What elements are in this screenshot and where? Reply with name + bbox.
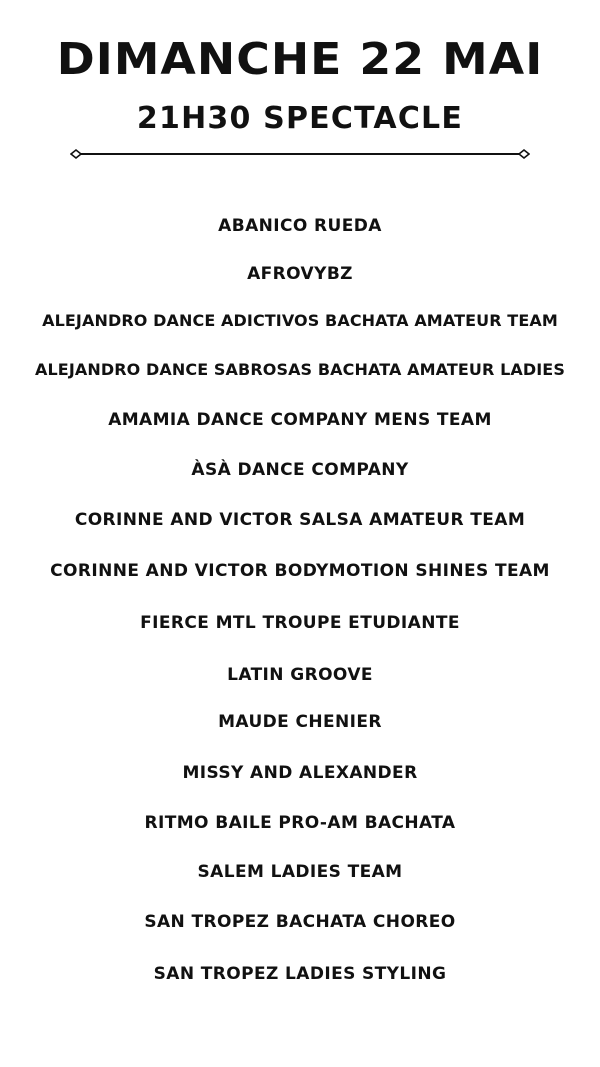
page-subtitle: 21H30 SPECTACLE xyxy=(136,101,464,136)
performer-item: MISSY AND ALEXANDER xyxy=(182,763,418,783)
performer-item: CORINNE AND VICTOR BODYMOTION SHINES TEAM xyxy=(50,561,550,581)
page-title: DIMANCHE 22 MAI xyxy=(56,34,544,85)
performer-item: SALEM LADIES TEAM xyxy=(197,862,403,882)
performer-item: ÀSÀ DANCE COMPANY xyxy=(191,460,409,480)
performer-item: CORINNE AND VICTOR SALSA AMATEUR TEAM xyxy=(74,510,526,530)
performer-item: ALEJANDRO DANCE ADICTIVOS BACHATA AMATEUR TEAM xyxy=(42,311,558,330)
performer-item: AFROVYBZ xyxy=(247,264,353,284)
performer-item: SAN TROPEZ BACHATA CHOREO xyxy=(144,912,456,932)
performer-item: AMAMIA DANCE COMPANY MENS TEAM xyxy=(108,410,492,430)
performer-item: MAUDE CHENIER xyxy=(218,712,382,732)
performer-item: FIERCE MTL TROUPE ETUDIANTE xyxy=(140,613,460,633)
performer-item: LATIN GROOVE xyxy=(227,665,373,685)
performer-item: SAN TROPEZ LADIES STYLING xyxy=(153,964,447,984)
performer-item: ABANICO RUEDA xyxy=(218,216,382,236)
performer-item: ALEJANDRO DANCE SABROSAS BACHATA AMATEUR LADIES xyxy=(35,360,565,379)
performer-item: RITMO BAILE PRO-AM BACHATA xyxy=(144,813,456,833)
ornamental-divider xyxy=(70,147,530,161)
